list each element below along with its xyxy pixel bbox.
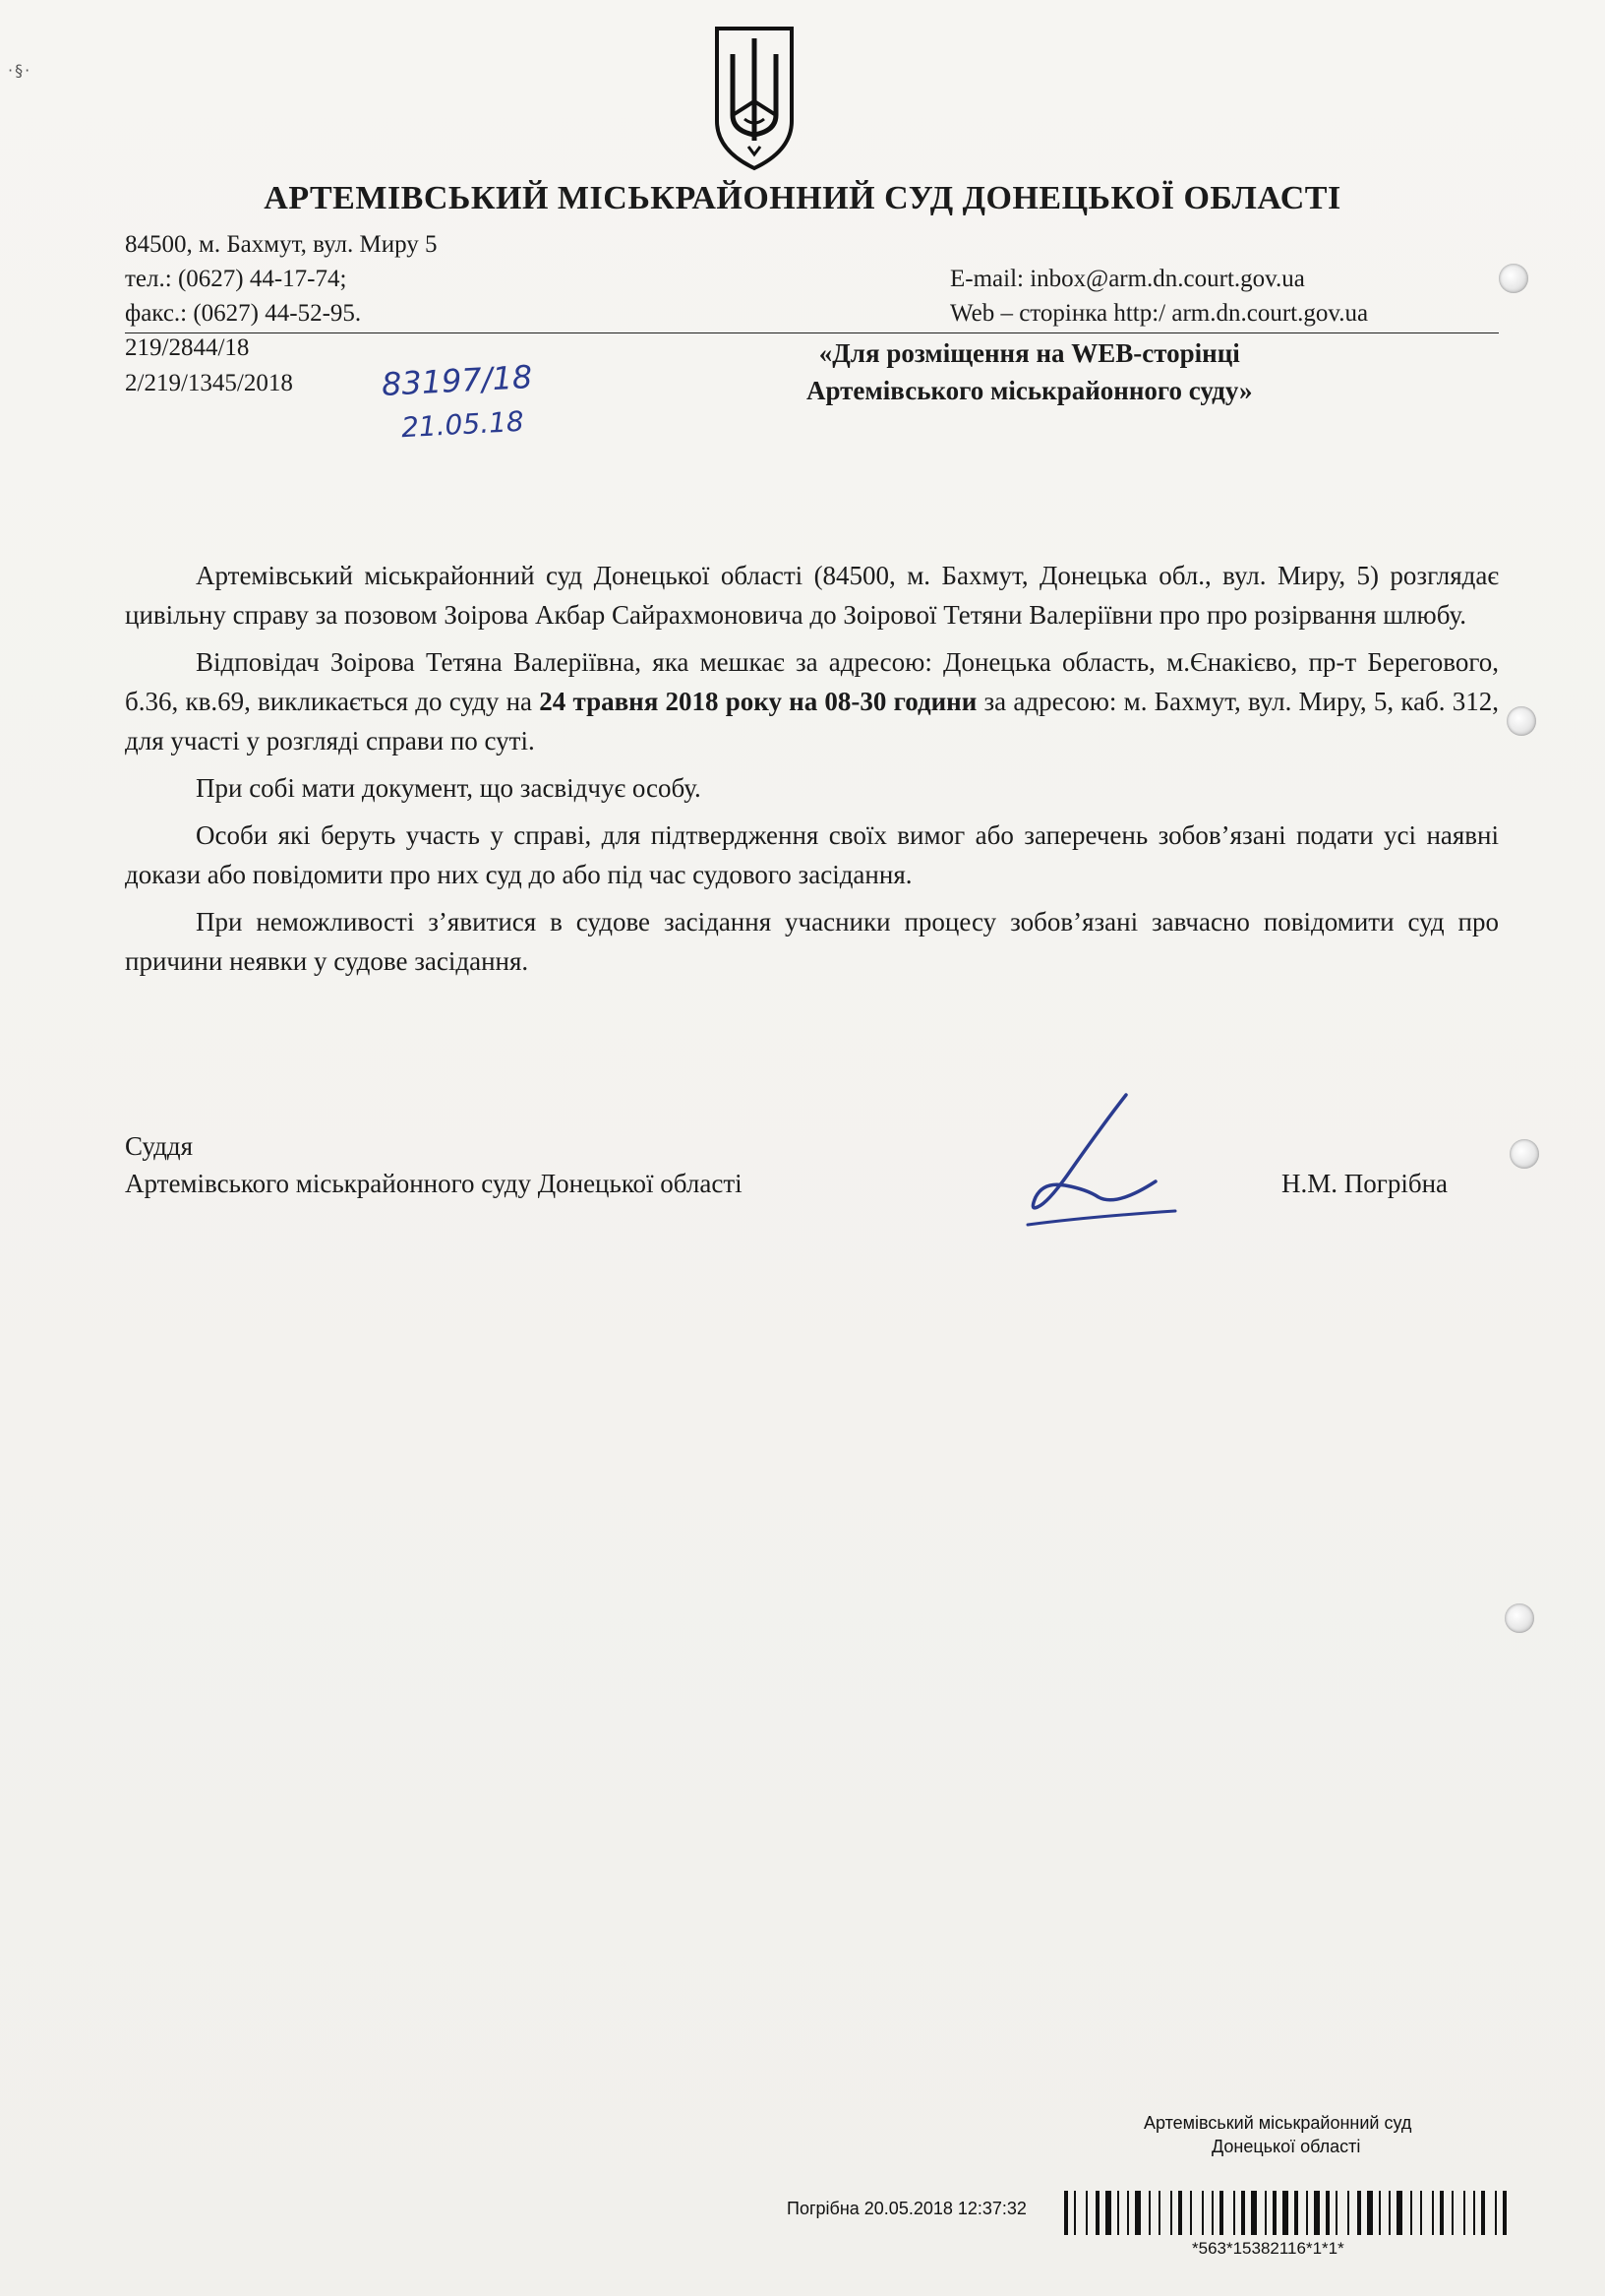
punch-hole [1499,264,1528,293]
stamp-timestamp: Погрібна 20.05.2018 12:37:32 [787,2199,1027,2218]
paragraph-text: Відповідач Зоірова Тетяна Валеріївна, яка мешкає за адресою: Донецька область, м.Єнакієво, пр-т Берегового, б.36, кв.69, викликається до суду на [125,647,1499,716]
handwritten-registration-number: 83197/18 [381,358,534,403]
web-publication-note [806,334,1253,409]
court-email: E-mail: inbox@arm.dn.court.gov.ua [950,266,1305,292]
paragraph: При неможливості з’явитися в судове засідання учасники процесу зобов’язані завчасно повідомити суд про причини неявки у судове засідання. [125,907,1499,976]
stamp-court-line: Артемівський міськрайонний суд [1144,2113,1412,2133]
header-divider [125,332,1499,333]
case-number: 219/2844/18 [125,334,250,361]
paragraph: Артемівський міськрайонний суд Донецької області (84500, м. Бахмут, Донецька обл., вул. Миру, 5) розглядає цивільну справу за позовом Зоірова Акбар Сайрахмоновича до Зоірової Тетяни Валеріївни про про розірвання шлюбу. [125,561,1499,630]
document-body [125,556,1499,989]
punch-hole [1505,1603,1534,1633]
judge-signature [1008,1087,1185,1235]
court-fax: факс.: (0627) 44-52-95. [125,300,362,327]
web-note-line: Артемівського міськрайонного суду» [806,376,1253,405]
hearing-date: 24 травня 2018 року на 08-30 години [539,687,978,716]
handwritten-registration-date: 21.05.18 [400,404,525,445]
paragraph: При собі мати документ, що засвідчує особу. [196,773,701,803]
signature-court: Артемівського міськрайонного суду Донецької області [125,1169,743,1198]
court-address: 84500, м. Бахмут, вул. Миру 5 [125,231,438,258]
punch-hole [1510,1139,1539,1169]
court-web: Web – сторінка http:/ arm.dn.court.gov.ua [950,300,1369,327]
court-title: АРТЕМІВСЬКИЙ МІСЬКРАЙОННИЙ СУД ДОНЕЦЬКОЇ ОБЛАСТІ [264,180,1341,216]
proceeding-number: 2/219/1345/2018 [125,370,293,396]
web-note-line: «Для розміщення на WEB-сторінці [818,338,1240,368]
coat-of-arms-emblem [713,25,796,172]
punch-hole [1507,706,1536,736]
signature-role: Суддя [125,1131,194,1161]
judge-name: Н.М. Погрібна [1281,1169,1449,1198]
paragraph-text: за адресою: м. Бахмут, вул. Миру, 5, каб. 312, для участі у розгляді справи по суті. [125,687,1499,755]
barcode-text: *563*15382116*1*1* [1192,2239,1344,2258]
stamp-region-line: Донецької області [1212,2137,1361,2156]
paragraph: Особи які беруть участь у справі, для підтвердження своїх вимог або заперечень зобов’язані подати усі наявні докази або повідомити про них суд до або під час судового засідання. [125,820,1499,889]
paragraph [125,642,1499,760]
barcode [1064,2191,1507,2235]
scan-corner-mark: ·§· [8,61,32,80]
court-phone: тел.: (0627) 44-17-74; [125,266,347,292]
